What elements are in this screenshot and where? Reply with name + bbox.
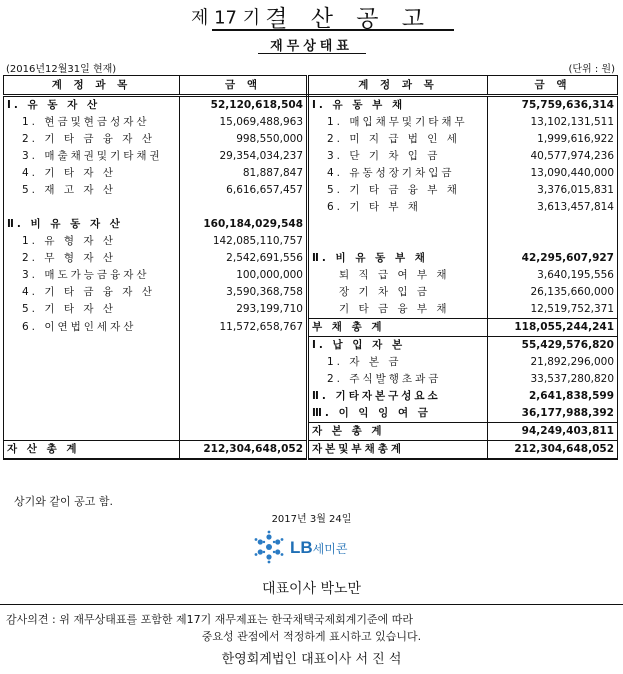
right-amount: 42,295,607,927 <box>488 250 618 267</box>
right-account: 기 타 금 융 부 채 <box>308 301 488 319</box>
right-account: 퇴 직 급 여 부 채 <box>308 267 488 284</box>
left-amount: 11,572,658,767 <box>180 319 308 337</box>
notice-text: 상기와 같이 공고 함. <box>14 495 113 508</box>
table-row <box>4 199 618 216</box>
title-underline <box>212 29 454 31</box>
table-row <box>4 354 618 371</box>
right-account: 3. 단 기 차 입 금 <box>308 148 488 165</box>
left-account: Ⅰ. 유 동 자 산 <box>4 96 180 115</box>
left-account: 4. 기 타 금 융 자 산 <box>4 284 180 301</box>
left-amount <box>180 405 308 423</box>
table-row <box>4 96 618 115</box>
table-row <box>4 250 618 267</box>
right-account: 자 본 총 계 <box>308 423 488 441</box>
right-amount: 3,376,015,831 <box>488 182 618 199</box>
left-amount: 29,354,034,237 <box>180 148 308 165</box>
right-account: Ⅲ. 이 익 잉 여 금 <box>308 405 488 423</box>
left-amount: 160,184,029,548 <box>180 216 308 233</box>
table-row <box>4 388 618 405</box>
ceo-signature: 대표이사 박노만 <box>261 581 362 597</box>
right-amount: 1,999,616,922 <box>488 131 618 148</box>
right-amount <box>488 233 618 250</box>
table-row <box>4 182 618 199</box>
total-row <box>4 441 618 460</box>
table-row <box>4 165 618 182</box>
balance-sheet-table <box>3 75 618 460</box>
table-row <box>4 284 618 301</box>
right-amount: 94,249,403,811 <box>488 423 618 441</box>
left-account <box>4 405 180 423</box>
period-label: 제 17 기 <box>190 7 261 29</box>
right-amount: 12,519,752,371 <box>488 301 618 319</box>
table-header <box>4 76 618 96</box>
subtitle-underline <box>258 53 366 54</box>
col-amount-left: 금 액 <box>180 76 308 96</box>
left-account: 2. 무 형 자 산 <box>4 250 180 267</box>
right-amount: 40,577,974,236 <box>488 148 618 165</box>
right-account: Ⅱ. 비 유 동 부 채 <box>308 250 488 267</box>
table-row <box>4 423 618 441</box>
auditor-signature: 한영회계법인 대표이사 서 진 석 <box>221 652 402 667</box>
table-row <box>4 131 618 148</box>
right-account: 6. 기 타 부 채 <box>308 199 488 216</box>
right-amount: 2,641,838,599 <box>488 388 618 405</box>
right-amount: 33,537,280,820 <box>488 371 618 388</box>
right-account: Ⅰ. 유 동 부 채 <box>308 96 488 115</box>
right-account: 1. 자 본 금 <box>308 354 488 371</box>
notice-title <box>0 0 623 30</box>
right-amount <box>488 216 618 233</box>
table-row <box>4 233 618 250</box>
left-amount: 3,590,368,758 <box>180 284 308 301</box>
right-amount: 13,090,440,000 <box>488 165 618 182</box>
as-of-date: (2016년12월31일 현재) <box>6 64 117 75</box>
right-account: 부 채 총 계 <box>308 319 488 337</box>
left-account: 4. 기 타 자 산 <box>4 165 180 182</box>
table-row <box>4 319 618 337</box>
col-amount-right: 금 액 <box>488 76 618 96</box>
left-account: 1. 유 형 자 산 <box>4 233 180 250</box>
col-account-left: 계 정 과 목 <box>4 76 180 96</box>
table-row <box>4 148 618 165</box>
total-liab-equity-label: 자본및부채총계 <box>308 441 488 460</box>
table-row <box>4 301 618 319</box>
table-body <box>4 96 618 441</box>
left-amount: 15,069,488,963 <box>180 114 308 131</box>
right-account: 장 기 차 입 금 <box>308 284 488 301</box>
left-account <box>4 423 180 441</box>
left-amount: 100,000,000 <box>180 267 308 284</box>
table-row <box>4 216 618 233</box>
left-account: 1. 현금및현금성자산 <box>4 114 180 131</box>
left-account <box>4 199 180 216</box>
notice-date: 2017년 3월 24일 <box>271 514 352 525</box>
page-title: 결 산 공 고 <box>265 6 433 32</box>
right-account: Ⅰ. 납 입 자 본 <box>308 337 488 355</box>
left-amount: 2,542,691,556 <box>180 250 308 267</box>
left-account: 5. 기 타 자 산 <box>4 301 180 319</box>
right-account: 4. 유동성장기차입금 <box>308 165 488 182</box>
left-account: 5. 재 고 자 산 <box>4 182 180 199</box>
left-amount: 142,085,110,757 <box>180 233 308 250</box>
audit-opinion-line1: 감사의견 : 위 재무상태표를 포함한 제17기 재무제표는 한국채택국제회계기준에 따라 <box>6 613 413 626</box>
left-amount <box>180 199 308 216</box>
left-amount <box>180 423 308 441</box>
left-amount: 81,887,847 <box>180 165 308 182</box>
left-amount <box>180 371 308 388</box>
left-amount: 998,550,000 <box>180 131 308 148</box>
audit-opinion-line2: 중요성 관점에서 적정하게 표시하고 있습니다. <box>201 630 422 643</box>
right-amount: 118,055,244,241 <box>488 319 618 337</box>
left-amount: 52,120,618,504 <box>180 96 308 115</box>
right-amount: 3,640,195,556 <box>488 267 618 284</box>
right-account <box>308 216 488 233</box>
right-account: 1. 매입채무및기타채무 <box>308 114 488 131</box>
right-amount: 3,613,457,814 <box>488 199 618 216</box>
unit-label: (단위 : 원) <box>568 64 615 75</box>
right-amount: 26,135,660,000 <box>488 284 618 301</box>
left-amount: 293,199,710 <box>180 301 308 319</box>
right-account: 2. 주식발행초과금 <box>308 371 488 388</box>
col-account-right: 계 정 과 목 <box>308 76 488 96</box>
statement-subtitle: 재무상태표 <box>270 39 353 54</box>
left-amount <box>180 337 308 355</box>
total-assets-label: 자 산 총 계 <box>4 441 180 460</box>
left-account: 3. 매도가능금융자산 <box>4 267 180 284</box>
right-account <box>308 233 488 250</box>
total-liab-equity-value: 212,304,648,052 <box>488 441 618 460</box>
left-account <box>4 388 180 405</box>
right-amount: 55,429,576,820 <box>488 337 618 355</box>
left-account: 6. 이연법인세자산 <box>4 319 180 337</box>
logo-wordmark <box>290 538 347 558</box>
left-account <box>4 354 180 371</box>
left-account <box>4 371 180 388</box>
divider <box>0 604 623 605</box>
logo-letters: LB <box>290 538 313 557</box>
table-row <box>4 114 618 131</box>
left-amount <box>180 354 308 371</box>
snowflake-icon <box>252 530 286 564</box>
left-amount: 6,616,657,457 <box>180 182 308 199</box>
logo-name: 세미콘 <box>312 542 348 556</box>
table-row <box>4 267 618 284</box>
right-amount: 13,102,131,511 <box>488 114 618 131</box>
table-row <box>4 371 618 388</box>
right-account: 5. 기 타 금 융 부 채 <box>308 182 488 199</box>
left-amount <box>180 388 308 405</box>
table-row <box>4 337 618 355</box>
right-amount: 75,759,636,314 <box>488 96 618 115</box>
right-account: Ⅱ. 기타자본구성요소 <box>308 388 488 405</box>
table-row <box>4 405 618 423</box>
total-assets-value: 212,304,648,052 <box>180 441 308 460</box>
company-logo <box>252 530 372 568</box>
right-account: 2. 미 지 급 법 인 세 <box>308 131 488 148</box>
right-amount: 36,177,988,392 <box>488 405 618 423</box>
left-account <box>4 337 180 355</box>
right-amount: 21,892,296,000 <box>488 354 618 371</box>
left-account: 3. 매출채권및기타채권 <box>4 148 180 165</box>
left-account: 2. 기 타 금 융 자 산 <box>4 131 180 148</box>
left-account: Ⅱ. 비 유 동 자 산 <box>4 216 180 233</box>
